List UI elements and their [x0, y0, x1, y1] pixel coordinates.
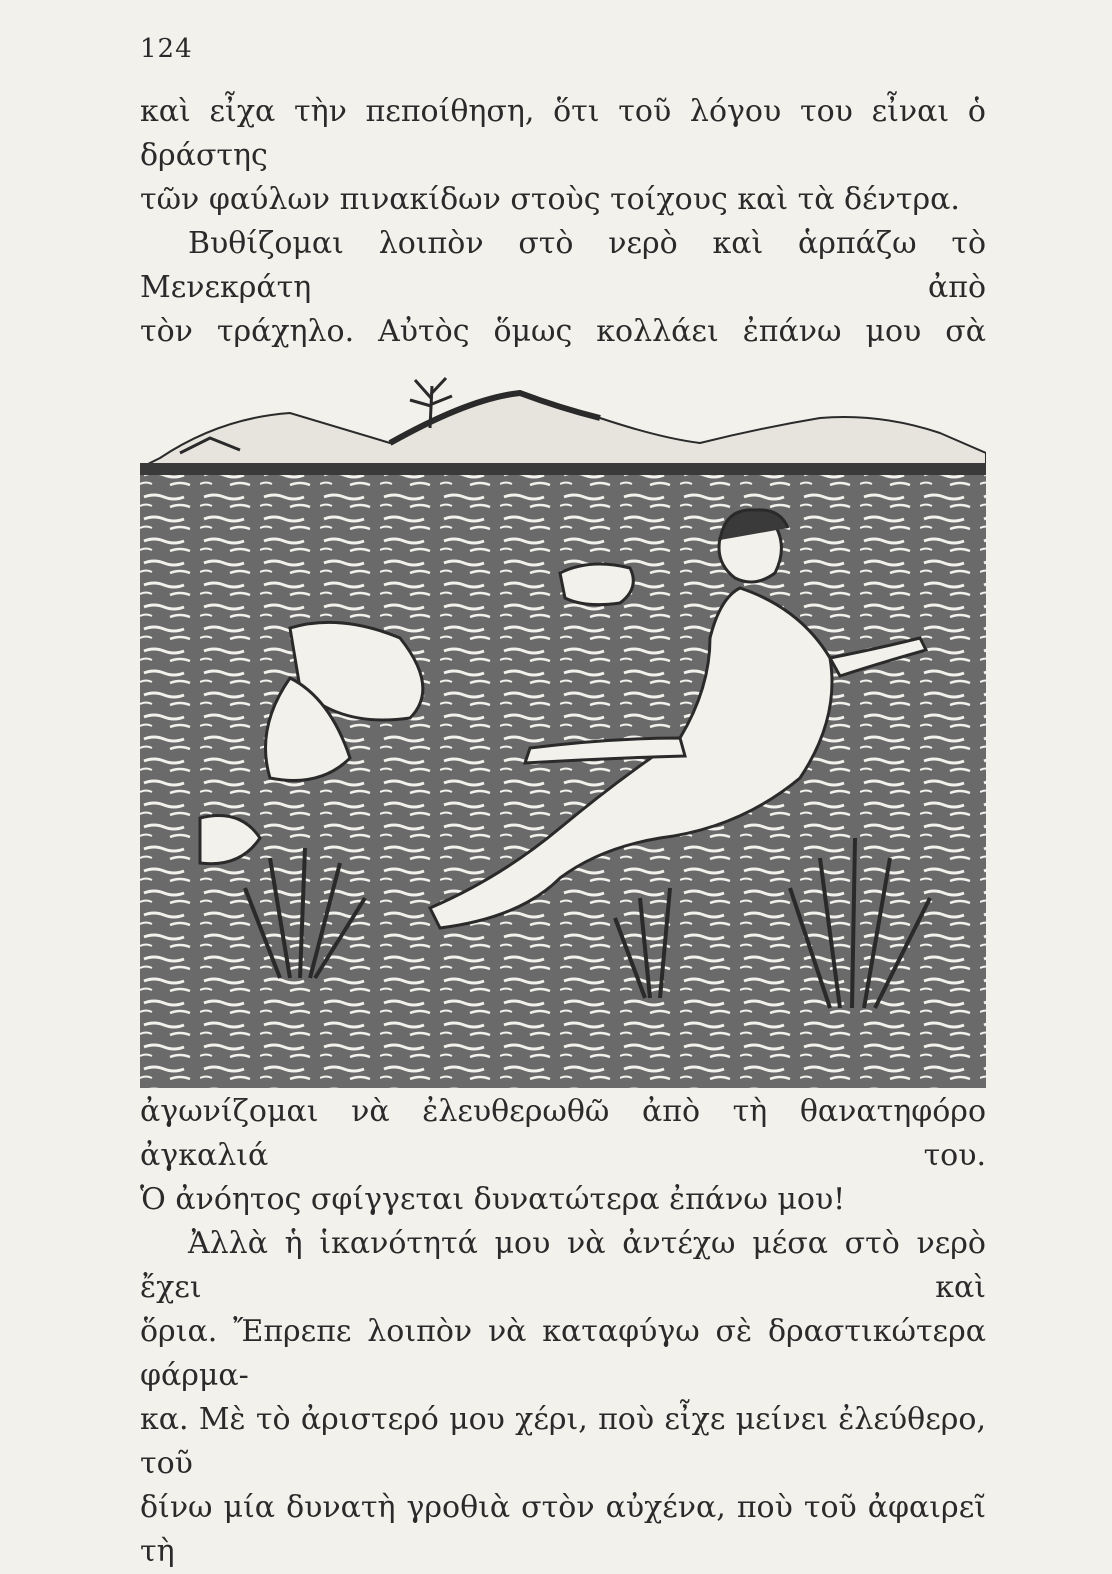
text-line: δίνω μία δυνατὴ γροθιὰ στὸν αὐχένα, ποὺ τοῦ ἀφαιρεῖ τὴ [140, 1490, 986, 1569]
text-line: τῶν φαύλων πινακίδων στοὺς τοίχους καὶ τὰ δέντρα. [140, 182, 960, 217]
text-line: καὶ εἶχα τὴν πεποίθηση, ὅτι τοῦ λόγου του εἶναι ὁ δράστης [140, 94, 986, 173]
swimming-rescue-illustration [140, 358, 986, 1088]
text-line: Ὁ ἀνόητος σφίγγεται δυνατώτερα ἐπάνω μου! [140, 1182, 846, 1217]
text-block-bottom [140, 1090, 986, 1574]
horizon [140, 463, 986, 475]
page-number: 124 [140, 34, 193, 64]
text-line: ἀγωνίζομαι νὰ ἐλευθερωθῶ ἀπὸ τὴ θανατηφόρο ἀγκαλιά του. [140, 1094, 986, 1173]
text-line: τὸν τράχηλο. Αὐτὸς ὅμως κολλάει ἐπάνω μου σὰ [140, 314, 986, 349]
text-line: Ἀλλὰ ἡ ἱκανότητά μου νὰ ἀντέχω μέσα στὸ νερὸ ἔχει καὶ [140, 1226, 986, 1305]
text-line: ὅρια. Ἔπρεπε λοιπὸν νὰ καταφύγω σὲ δραστικώτερα φάρμα- [140, 1314, 986, 1393]
text-line: κα. Μὲ τὸ ἀριστερό μου χέρι, ποὺ εἶχε μείνει ἐλεύθερο, τοῦ [140, 1402, 986, 1481]
water [140, 475, 986, 1088]
text-line: Βυθίζομαι λοιπὸν στὸ νερὸ καὶ ἁρπάζω τὸ Μενεκράτη ἀπὸ [140, 226, 986, 305]
